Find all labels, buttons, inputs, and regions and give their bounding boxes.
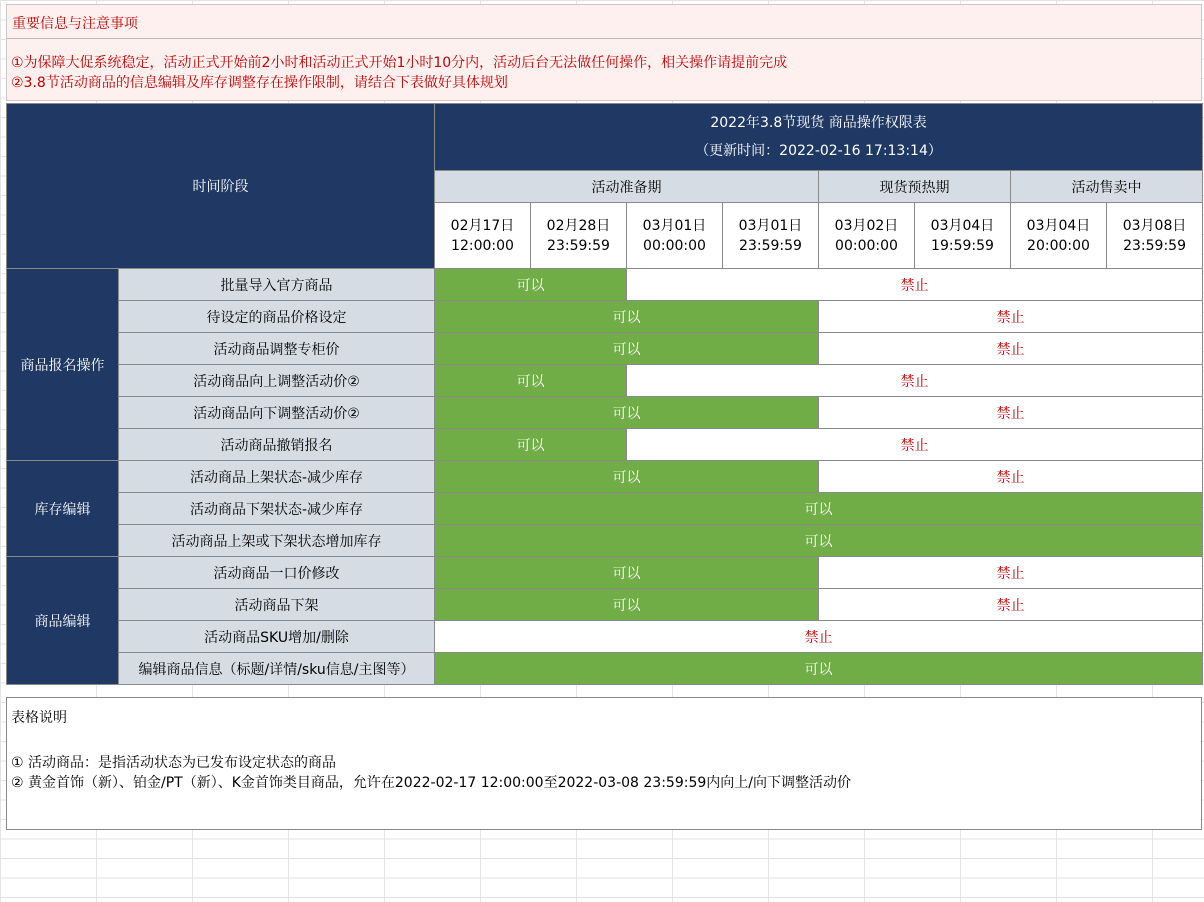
permission-allow-cell: 可以 [435, 589, 819, 621]
group-label: 商品编辑 [7, 557, 119, 685]
row-label: 活动商品SKU增加/删除 [119, 621, 435, 653]
date-cell: 03月08日 23:59:59 [1107, 203, 1203, 269]
row-label: 活动商品向下调整活动价② [119, 397, 435, 429]
row-label: 待设定的商品价格设定 [119, 301, 435, 333]
date-cell: 03月04日 19:59:59 [915, 203, 1011, 269]
date-cell: 03月04日 20:00:00 [1011, 203, 1107, 269]
notice-panel [6, 4, 1202, 101]
row-label: 编辑商品信息（标题/详情/sku信息/主图等） [119, 653, 435, 685]
table-title-line-1: 2022年3.8节现货 商品操作权限表 [710, 115, 927, 131]
row-label: 活动商品调整专柜价 [119, 333, 435, 365]
date-cell: 03月02日 00:00:00 [819, 203, 915, 269]
permission-allow-cell: 可以 [435, 333, 819, 365]
permission-deny-cell: 禁止 [435, 621, 1203, 653]
permission-deny-cell: 禁止 [819, 301, 1203, 333]
note-1: ① 活动商品：是指活动状态为已发布设定状态的商品 [11, 755, 336, 771]
permission-allow-cell: 可以 [435, 557, 819, 589]
note-2: ② 黄金首饰（新）、铂金/PT（新）、K金首饰类目商品，允许在2022-02-17 12:00:00至2022-03-08 23:59:59内向上/向下调整活动价 [11, 775, 851, 791]
permission-allow-cell: 可以 [435, 461, 819, 493]
permission-deny-cell: 禁止 [819, 461, 1203, 493]
group-label: 商品报名操作 [7, 269, 119, 461]
permission-allow-cell: 可以 [435, 525, 1203, 557]
row-label: 活动商品上架或下架状态增加库存 [119, 525, 435, 557]
row-label: 活动商品向上调整活动价② [119, 365, 435, 397]
permission-allow-cell: 可以 [435, 397, 819, 429]
date-cell: 03月01日 00:00:00 [627, 203, 723, 269]
date-cell: 03月01日 23:59:59 [723, 203, 819, 269]
permission-allow-cell: 可以 [435, 493, 1203, 525]
permission-deny-cell: 禁止 [819, 589, 1203, 621]
permission-deny-cell: 禁止 [819, 397, 1203, 429]
permission-deny-cell: 禁止 [819, 333, 1203, 365]
table-notes [6, 697, 1202, 830]
row-label: 活动商品撤销报名 [119, 429, 435, 461]
notice-line-2: ②3.8节活动商品的信息编辑及库存调整存在操作限制，请结合下表做好具体规划 [11, 75, 508, 91]
permission-allow-cell: 可以 [435, 301, 819, 333]
permission-allow-cell: 可以 [435, 365, 627, 397]
time-stage-header: 时间阶段 [7, 104, 435, 269]
phase-preheat: 现货预热期 [819, 171, 1011, 203]
permission-allow-cell: 可以 [435, 269, 627, 301]
notes-title: 表格说明 [11, 710, 67, 726]
permission-deny-cell: 禁止 [627, 269, 1203, 301]
table-title-line-2: （更新时间：2022-02-16 17:13:14） [695, 143, 942, 159]
permission-table [6, 103, 1203, 685]
permission-deny-cell: 禁止 [819, 557, 1203, 589]
date-cell: 02月28日 23:59:59 [531, 203, 627, 269]
phase-selling: 活动售卖中 [1011, 171, 1203, 203]
group-label: 库存编辑 [7, 461, 119, 557]
permission-deny-cell: 禁止 [627, 365, 1203, 397]
permission-allow-cell: 可以 [435, 653, 1203, 685]
notice-line-1: ①为保障大促系统稳定，活动正式开始前2小时和活动正式开始1小时10分内，活动后台无法做任何操作，相关操作请提前完成 [11, 55, 788, 71]
row-label: 活动商品上架状态-减少库存 [119, 461, 435, 493]
notice-title: 重要信息与注意事项 [12, 16, 138, 32]
row-label: 活动商品一口价修改 [119, 557, 435, 589]
phase-prep: 活动准备期 [435, 171, 819, 203]
permission-allow-cell: 可以 [435, 429, 627, 461]
table-title [435, 104, 1203, 171]
date-cell: 02月17日 12:00:00 [435, 203, 531, 269]
permission-deny-cell: 禁止 [627, 429, 1203, 461]
notice-divider [7, 38, 1201, 39]
row-label: 活动商品下架状态-减少库存 [119, 493, 435, 525]
row-label: 活动商品下架 [119, 589, 435, 621]
row-label: 批量导入官方商品 [119, 269, 435, 301]
